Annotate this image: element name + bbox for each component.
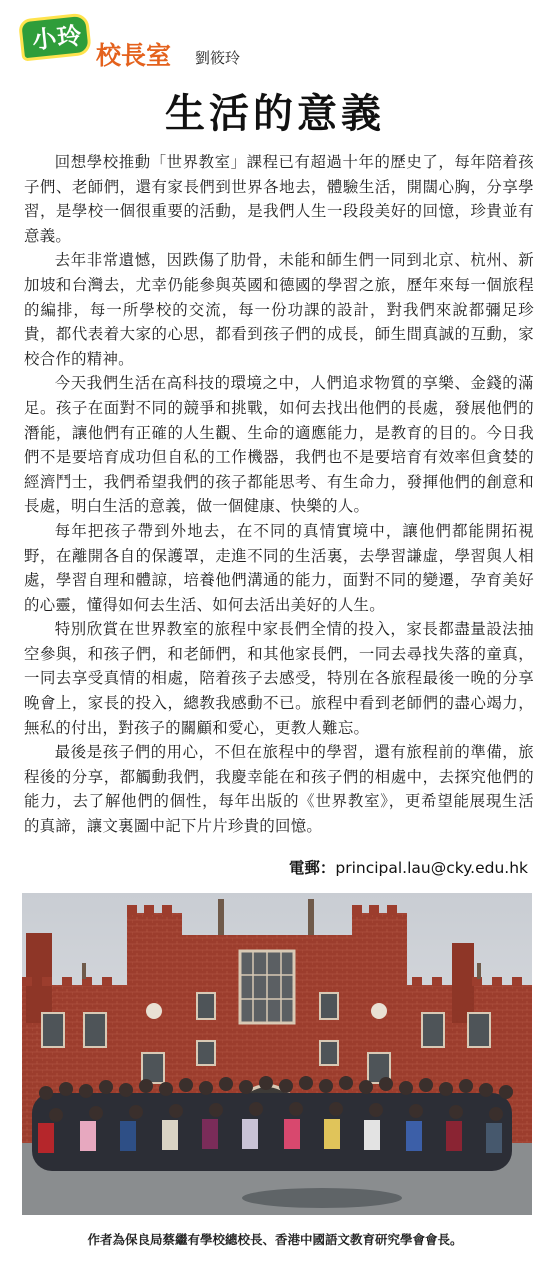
puddle (242, 1188, 402, 1208)
email-line (0, 856, 528, 878)
article-title: 生活的意義 (165, 91, 385, 137)
crest-right (371, 1003, 387, 1019)
group-photo-illustration (22, 893, 532, 1215)
column-name: 校長室 (96, 41, 172, 70)
paragraph-6: 最後是孩子們的用心，不但在旅程中的學習，還有旅程前的準備，旅程後的分享，都觸動我們，我慶幸能在和孩子們的相處中，去探究他們的能力，去了解他們的個性，每年出版的《世界教室》，更希望能展現生活的真諦，讓文裏圖中記下片片珍貴的回憶。 (24, 743, 534, 836)
article-body (24, 150, 534, 839)
paragraph-4: 每年把孩子帶到外地去，在不同的真情實境中，讓他們都能開拓視野，在離開各自的保護罩，走進不同的生活裏，去學習謙虛，學習與人相處，學習自理和體諒，培養他們溝通的能力，面對不同的變遷，孕育美好的心靈，懂得如何去生活、如何去活出美好的人生。 (24, 521, 534, 614)
author-caption: 作者為保良局蔡繼有學校總校長、香港中國語文教育研究學會會長。 (87, 1232, 463, 1247)
paragraph-2: 去年非常遺憾，因跌傷了肋骨，未能和師生們一同到北京、杭州、新加坡和台灣去，尤幸仍能參與英國和德國的學習之旅，歷年來每一個旅程的編排，每一所學校的交流，每一份功課的設計，對我們來說都彌足珍貴，都代表着大家的心思，都看到孩子們的成長，師生間真誠的互動，家校合作的精神。 (24, 251, 534, 368)
email-address[interactable]: principal.lau@cky.edu.hk (335, 859, 528, 877)
crest-left (146, 1003, 162, 1019)
right-tower (452, 943, 474, 1023)
group-photo (22, 893, 532, 1215)
paragraph-3: 今天我們生活在高科技的環境之中，人們追求物質的享樂、金錢的滿足。孩子在面對不同的競爭和挑戰，如何去找出他們的長處，發展他們的潛能，讓他們有正確的人生觀、生命的適應能力，是教育的目的。今日我們不是要培育成功但自私的工作機器，我們也不是要培育有效率但貪婪的經濟鬥士，我們希望我們的孩子都能思考、有生命力，發揮他們的創意和長處，明白生活的意義，做一個健康、快樂的人。 (24, 374, 534, 516)
email-label: 電郵： (288, 859, 336, 877)
badge-text: 小玲 (30, 21, 84, 55)
paragraph-5: 特別欣賞在世界教室的旅程中家長們全情的投入，家長都盡量設法抽空參與，和孩子們，和老師們，和其他家長們，一同去尋找失落的童真，一同去享受真情的相處，陪着孩子去感受，特別在各旅程最後一晚的分享晚會上，家長的投入，總教我感動不已。旅程中看到老師們的盡心竭力，無私的付出，對孩子的關顧和愛心，更教人難忘。 (24, 620, 534, 737)
column-badge (20, 12, 94, 64)
author-name: 劉筱玲 (195, 49, 241, 67)
paragraph-1: 回想學校推動「世界教室」課程已有超過十年的歷史了，每年陪着孩子們、老師們，還有家長們到世界各地去，體驗生活，開闊心胸，分享學習，是學校一個很重要的活動，是我們人生一段段美好的回憶，珍貴並有意義。 (24, 153, 534, 245)
